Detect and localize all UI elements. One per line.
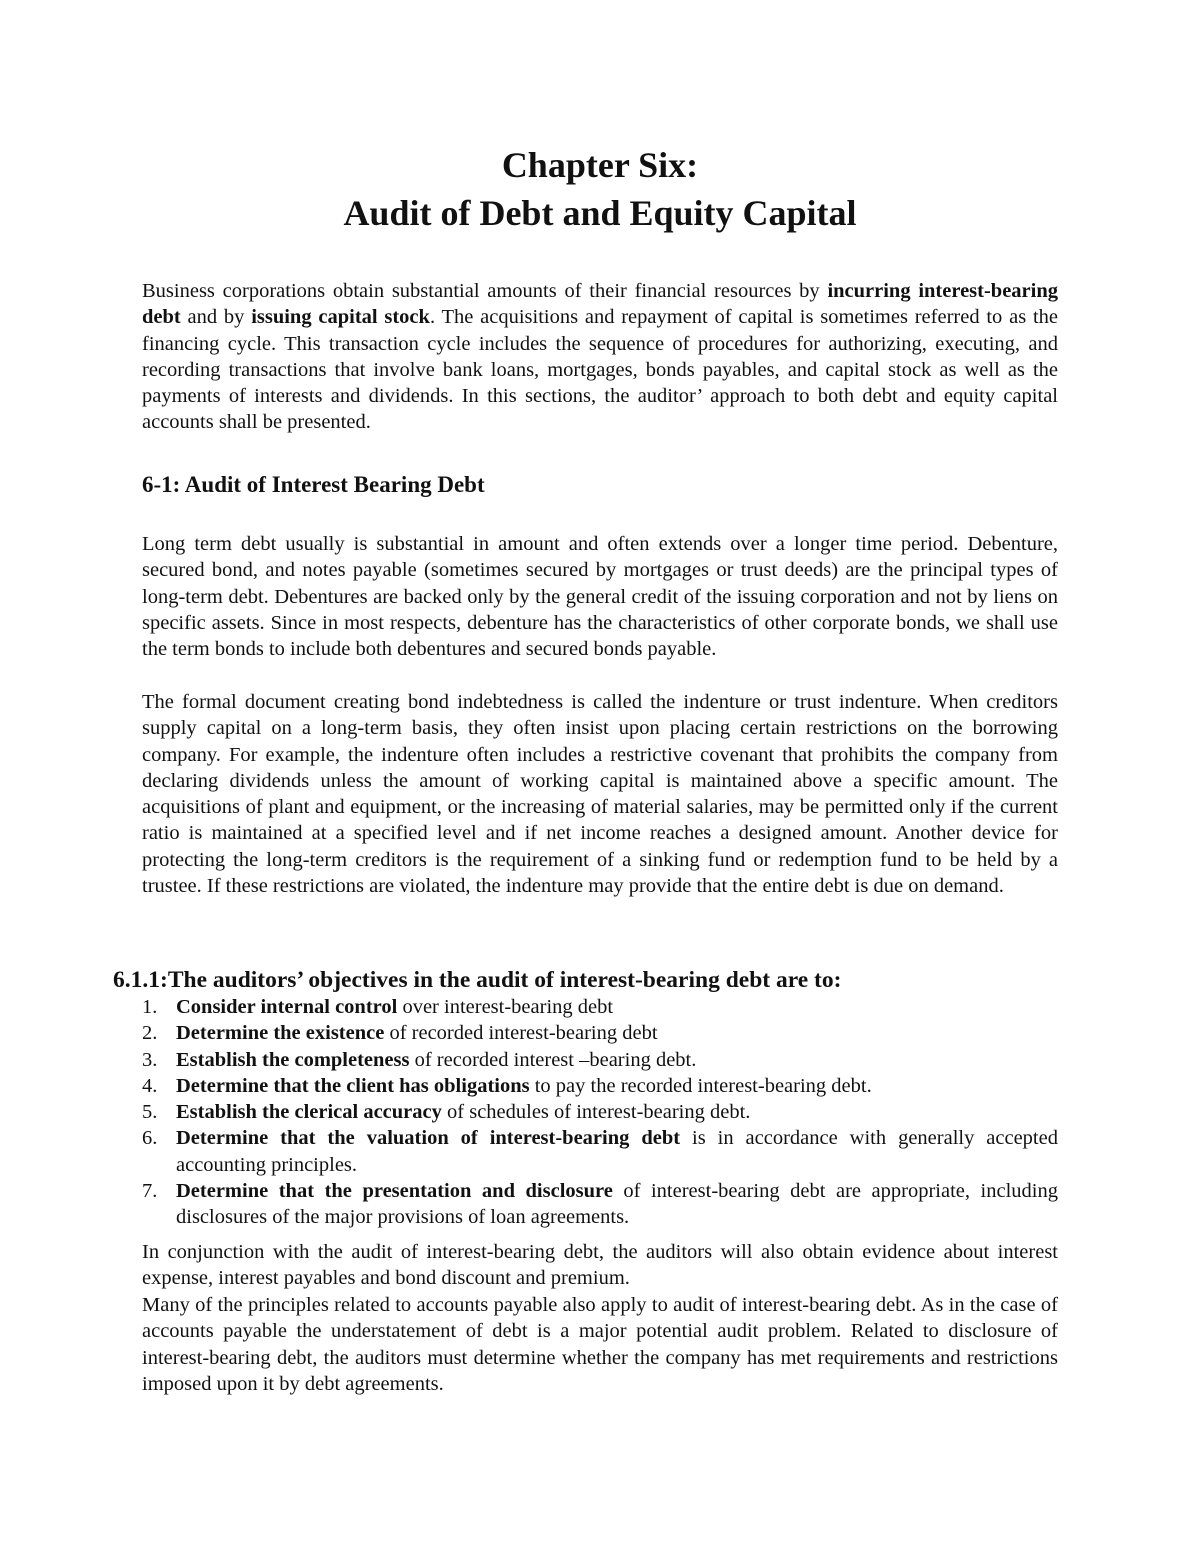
chapter-title: Audit of Debt and Equity Capital bbox=[343, 193, 857, 233]
list-item bbox=[142, 1178, 1058, 1231]
chapter-number-title: Chapter Six: bbox=[501, 145, 699, 185]
list-item-bold: Establish the clerical accuracy bbox=[176, 1101, 442, 1124]
list-item-bold: Determine that the valuation of interest-bearing debt bbox=[176, 1127, 681, 1150]
list-item bbox=[142, 1099, 1058, 1125]
list-item-bold: Determine that the client has obligations bbox=[176, 1074, 530, 1097]
list-item-number: 6. bbox=[142, 1127, 158, 1150]
list-item-text: to pay the recorded interest-bearing debt. bbox=[529, 1074, 872, 1097]
list-item bbox=[142, 994, 1058, 1020]
list-item-bold: Consider internal control bbox=[176, 996, 398, 1018]
indenture-paragraph: The formal document creating bond indebtedness is called the indenture or trust indenture. When creditors supply capital on a long-term basis, they often insist upon placing certain restrictions on the borrowing company. For example, the indenture often includes a restrictive covenant that prohibits the company from declaring dividends unless the amount of working capital is maintained above a specific amount. The acquisitions of plant and equipment, or the increasing of material salaries, may be permitted only if the current ratio is maintained at a specified level and if net income reaches a designed amount. Another device for protecting the long-term creditors is the requirement of a sinking fund or redemption fund to be held by a trustee. If these restrictions are violated, the indenture may provide that the entire debt is due on demand. bbox=[142, 691, 1058, 898]
intro-text-1: Business corporations obtain substantial amounts of their financial resources by bbox=[142, 280, 828, 302]
interest-evidence-paragraph: In conjunction with the audit of interest-bearing debt, the auditors will also obtain evidence about interest expense, interest payables and bond discount and premium. bbox=[142, 1241, 1058, 1290]
list-item bbox=[142, 1073, 1058, 1099]
intro-text-2: and by bbox=[180, 306, 252, 329]
list-item-bold: Establish the completeness bbox=[176, 1048, 410, 1071]
list-item bbox=[142, 1125, 1058, 1178]
long-term-debt-paragraph: Long term debt usually is substantial in amount and often extends over a longer time period. Debenture, secured bond, and notes payable (sometimes secured by mortgages or trust deeds) are the principal types of long-term debt. Debentures are backed only by the general credit of the issuing corporation and not by liens on specific assets. Since in most respects, debenture has the characteristics of other corporate bonds, we shall use the term bonds to include both debentures and secured bonds payable. bbox=[142, 533, 1058, 661]
list-item-number: 4. bbox=[142, 1074, 158, 1097]
list-item-number: 5. bbox=[142, 1101, 158, 1124]
list-item-number: 1. bbox=[142, 996, 158, 1018]
section-heading-6-1: 6-1: Audit of Interest Bearing Debt bbox=[142, 472, 485, 497]
list-item-number: 2. bbox=[142, 1022, 158, 1045]
intro-bold-stock: issuing capital stock bbox=[251, 306, 430, 329]
list-item-text: of interest-bearing debt are appropriate, including disclosures of the major provisions of loan agreements. bbox=[176, 1180, 1058, 1229]
section-heading-6-1-1: 6.1.1:The auditors’ objectives in the audit of interest-bearing debt are to: bbox=[113, 967, 842, 993]
intro-bold-debt: incurring interest-bearing debt bbox=[142, 280, 1058, 329]
list-item-bold: Determine that the presentation and disclosure bbox=[176, 1180, 613, 1203]
list-item bbox=[142, 1020, 1058, 1046]
list-item-text: of recorded interest –bearing debt. bbox=[409, 1048, 697, 1071]
list-item-number: 7. bbox=[142, 1180, 158, 1203]
objectives-list bbox=[142, 994, 1058, 1231]
list-item bbox=[142, 1047, 1058, 1073]
intro-text-3: . The acquisitions and repayment of capital is sometimes referred to as the financing cycle. This transaction cycle includes the sequence of procedures for authorizing, executing, and recording transactions that involve bank loans, mortgages, bonds payables, and capital stock as well as the payments of interests and dividends. In this sections, the auditor’ approach to both debt and equity capital accounts shall be presented. bbox=[142, 306, 1058, 434]
list-item-number: 3. bbox=[142, 1048, 158, 1071]
intro-paragraph bbox=[142, 278, 1058, 436]
accounts-payable-paragraph: Many of the principles related to accounts payable also apply to audit of interest-bearing debt. As in the case of accounts payable the understatement of debt is a major potential audit problem. Related to disclosure of interest-bearing debt, the auditors must determine whether the company has met requirements and restrictions imposed upon it by debt agreements. bbox=[142, 1294, 1058, 1395]
list-item-text: of recorded interest-bearing debt bbox=[384, 1022, 658, 1045]
list-item-text: is in accordance with generally accepted accounting principles. bbox=[176, 1127, 1058, 1176]
list-item-text: of schedules of interest-bearing debt. bbox=[441, 1101, 751, 1124]
list-item-text: over interest-bearing debt bbox=[397, 996, 614, 1018]
list-item-bold: Determine the existence bbox=[176, 1022, 385, 1045]
